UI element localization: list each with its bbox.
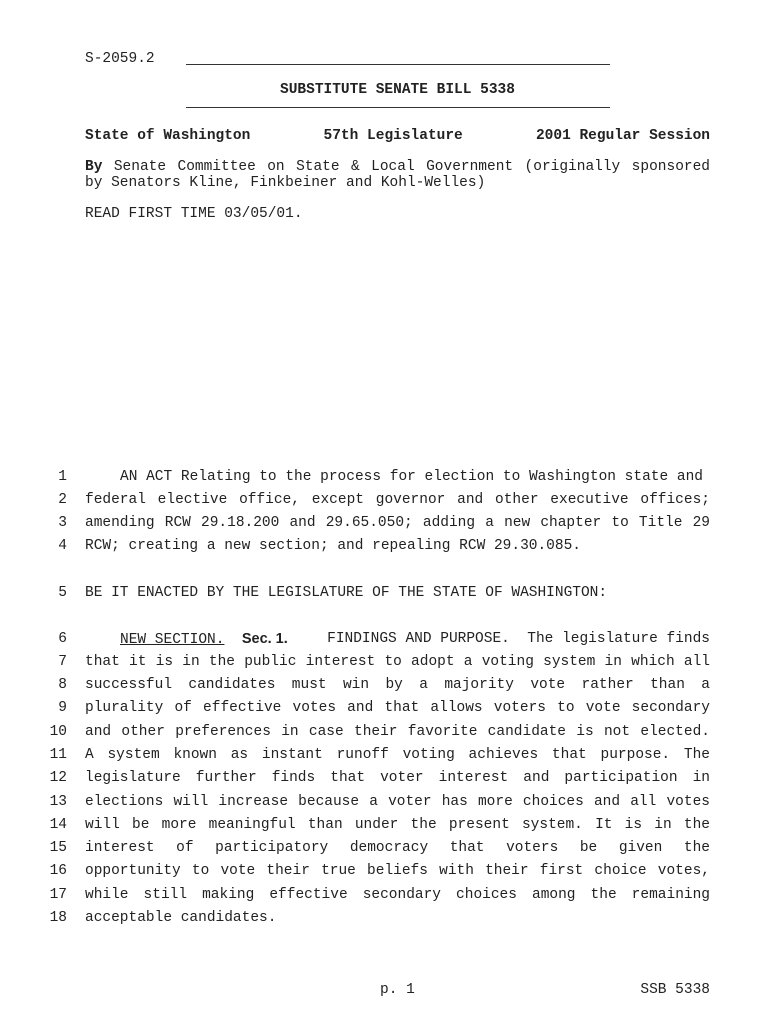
section-text-line: that it is in the public interest to adopt a voting system in which all <box>85 654 710 670</box>
section-heading-line <box>120 631 710 648</box>
section-heading-rest: FINDINGS AND PURPOSE. The legislature finds <box>327 631 710 647</box>
line-number: 3 <box>58 515 67 531</box>
section-text-line: and other preferences in case their favorite candidate is not elected. <box>85 724 710 740</box>
section-text-line: A system known as instant runoff voting achieves that purpose. The <box>85 747 710 763</box>
line-number: 1 <box>58 469 67 485</box>
legislature-number: 57th Legislature <box>323 128 463 144</box>
line-number: 13 <box>49 794 67 810</box>
document-code: S-2059.2 <box>85 51 155 67</box>
read-first-time: READ FIRST TIME 03/05/01. <box>85 206 303 222</box>
line-number: 14 <box>49 817 67 833</box>
line-number: 8 <box>58 677 67 693</box>
bill-title: SUBSTITUTE SENATE BILL 5338 <box>280 82 515 98</box>
section-text-line: while still making effective secondary choices among the remaining <box>85 887 710 903</box>
line-number: 16 <box>49 863 67 879</box>
section-text-line: elections will increase because a voter has more choices and all votes <box>85 794 710 810</box>
line-number: 12 <box>49 770 67 786</box>
state-name: State of Washington <box>85 128 251 144</box>
new-section-label: NEW SECTION. <box>120 632 225 648</box>
line-number: 5 <box>58 585 67 601</box>
line-number: 9 <box>58 700 67 716</box>
line-number: 2 <box>58 492 67 508</box>
line-number: 7 <box>58 654 67 670</box>
header-rule-bottom <box>186 107 610 108</box>
line-number: 10 <box>49 724 67 740</box>
sponsor-text-1: Senate Committee on State & Local Government (originally sponsored <box>113 159 710 175</box>
session-name: 2001 Regular Session <box>535 128 710 144</box>
section-text-line: plurality of effective votes and that allows voters to vote secondary <box>85 700 710 716</box>
bill-short-id: SSB 5338 <box>640 982 710 998</box>
sponsor-line-2: by Senators Kline, Finkbeiner and Kohl-Welles) <box>85 175 486 191</box>
line-number: 4 <box>58 538 67 554</box>
line-number: 6 <box>58 631 67 647</box>
section-text-line: legislature further finds that voter interest and participation in <box>85 770 710 786</box>
section-number: Sec. 1. <box>241 631 288 647</box>
section-text-line: interest of participatory democracy that voters be given the <box>85 840 710 856</box>
line-number: 11 <box>49 747 67 763</box>
line-number: 15 <box>49 840 67 856</box>
header-rule-top <box>186 64 610 65</box>
act-title-line: federal elective office, except governor and other executive offices; <box>85 492 710 508</box>
line-number: 18 <box>49 910 67 926</box>
page-number: p. 1 <box>380 982 415 998</box>
by-label: By <box>85 159 103 175</box>
act-title-line: AN ACT Relating to the process for election to Washington state and <box>120 469 703 485</box>
sponsor-line-1 <box>85 159 710 175</box>
section-text-line: opportunity to vote their true beliefs with their first choice votes, <box>85 863 710 879</box>
section-text-line: will be more meaningful than under the present system. It is in the <box>85 817 710 833</box>
session-line <box>85 128 710 144</box>
line-number: 17 <box>49 887 67 903</box>
act-title-line: amending RCW 29.18.200 and 29.65.050; adding a new chapter to Title 29 <box>85 515 710 531</box>
act-title-line: RCW; creating a new section; and repealing RCW 29.30.085. <box>85 538 581 554</box>
section-text-line: acceptable candidates. <box>85 910 277 926</box>
section-text-line: successful candidates must win by a majority vote rather than a <box>85 677 710 693</box>
enacting-clause: BE IT ENACTED BY THE LEGISLATURE OF THE STATE OF WASHINGTON: <box>85 585 608 601</box>
